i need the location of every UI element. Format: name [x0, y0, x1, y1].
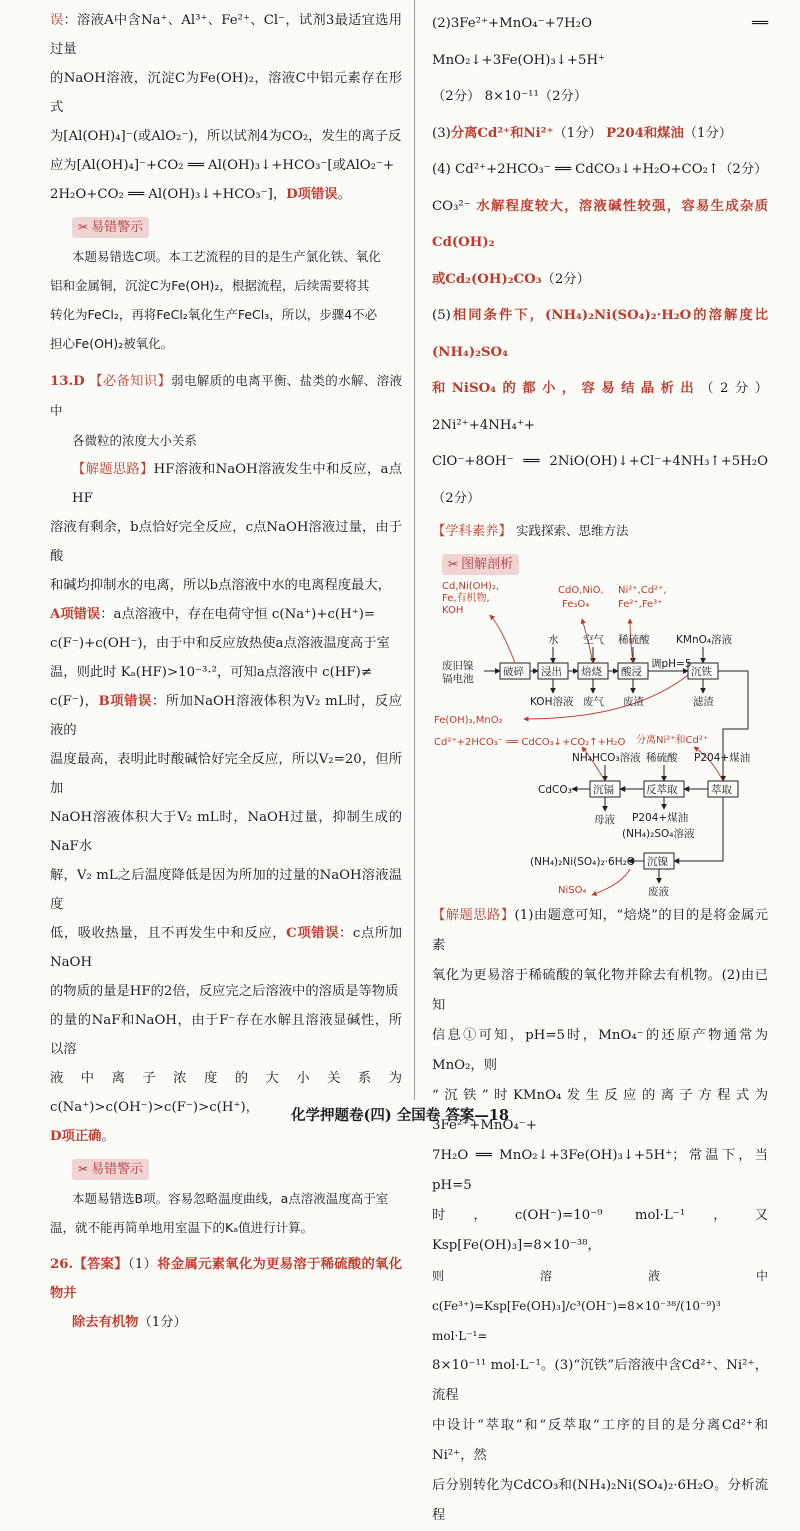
highlight: D项正确	[50, 1129, 102, 1144]
text-line: 的量的NaF和NaOH，由于F⁻存在水解且溶液显碱性，所以溶	[50, 1013, 402, 1057]
text: (1)由题意可知，“焙烧”的目的是将金属元素	[432, 908, 769, 953]
highlight: C项错误	[286, 926, 339, 941]
right-column	[432, 6, 768, 1531]
text: （1分）	[138, 1315, 187, 1330]
text: CO₃²⁻	[432, 198, 471, 214]
diagram-label: P204+煤油	[632, 812, 689, 824]
box-label: 沉铁	[691, 666, 712, 678]
text-line: 的物质的量是HF的2倍，反应完之后溶液中的溶质是等物质	[50, 984, 399, 999]
text-line: c(F⁻)+c(OH⁻)，由于中和反应放热使a点溶液温度高于室	[50, 636, 390, 651]
text-line: 为[Al(OH)₄]⁻(或AlO₂⁻)，所以试剂4为CO₂，发生的离子反	[50, 129, 402, 144]
box-label: 焙烧	[581, 666, 602, 678]
text: （1分）	[683, 125, 733, 141]
diagram-label: (NH₄)₂SO₄溶液	[622, 828, 695, 840]
text-line	[432, 901, 768, 961]
answer-line: （2分） 8×10⁻¹¹（2分）	[432, 89, 588, 104]
diagram-label: NiSO₄	[558, 885, 587, 896]
section-label: 【解题思路】	[72, 462, 154, 477]
text-line: NaOH溶液体积大于V₂ mL时，NaOH过量，抑制生成的NaF水	[50, 810, 402, 854]
diagram-label: P204+煤油	[694, 752, 751, 764]
note-line: 担心Fe(OH)₂被氧化。	[50, 336, 174, 351]
tag-label: 图解剖析	[461, 557, 514, 572]
text-line: 温度最高，表明此时酸碱恰好完全反应，所以V₂=20，但所加	[50, 752, 402, 796]
diagram-label: KOH溶液	[530, 696, 574, 708]
note-line: 本题易错选B项。容易忽略温度曲线，a点溶液温度高于室	[72, 1191, 389, 1206]
text-line: 的NaOH溶液，沉淀C为Fe(OH)₂，溶液C中铝元素存在形式	[50, 71, 402, 115]
text-line: 温，则此时 Kₐ(HF)>10⁻³·²，可知a点溶液中 c(HF)≠	[50, 665, 372, 680]
section-label: 【学科素养】	[432, 524, 512, 539]
answer-line: (2)3Fe²⁺+MnO₄⁻+7H₂O ══ MnO₂↓+3Fe(OH)₃↓+5H⁺	[432, 16, 768, 68]
text-line: 8×10⁻¹¹ mol·L⁻¹。(3)“沉铁”后溶液中含Cd²⁺、Ni²⁺，流程	[432, 1358, 768, 1403]
text: （1分）	[553, 125, 607, 141]
highlight: 将金属元素氧化为更易溶于稀硫酸的氧化物并	[50, 1257, 402, 1301]
text-line	[50, 600, 402, 629]
answer-line: ClO⁻+8OH⁻ ══ 2NiO(OH)↓+Cl⁻+4NH₃↑+5H₂O（2分）	[432, 454, 768, 506]
text: c(F⁻)，	[50, 694, 99, 709]
highlight: D项错误	[286, 187, 338, 202]
text-line: 和碱均抑制水的电离，所以b点溶液中水的电离程度最大，	[50, 578, 391, 593]
flow-diagram	[432, 579, 768, 901]
diagram-label: Fe(OH)₃,MnO₂	[434, 715, 503, 726]
text-line: 则溶液中c(Fe³⁺)=Ksp[Fe(OH)₃]/c³(OH⁻)=8×10⁻³⁸/(10⁻⁹)³ mol·L⁻¹=	[432, 1269, 768, 1343]
highlight: 和NiSO₄的都小，容易结晶析出	[432, 381, 701, 396]
warning-icon: ✂	[78, 1162, 89, 1176]
text: HF溶液和NaOH溶液发生中和反应，a点HF	[72, 462, 403, 506]
diagram-label: 空气	[583, 634, 604, 646]
diagram-label: Cd,Ni(OH)₂,	[442, 581, 500, 592]
box-label: 酸浸	[621, 666, 642, 678]
text: (3)	[432, 125, 451, 141]
diagram-label: 稀硫酸	[618, 634, 650, 646]
diagram-label: 调pH=5	[651, 658, 692, 670]
text-line: “沉铁”时KMnO₄发生反应的离子方程式为3Fe²⁺+MnO₄⁻+	[432, 1088, 768, 1133]
text: （1）	[127, 1257, 158, 1272]
diagram-label: 废气	[583, 696, 604, 708]
highlight: B项错误	[98, 694, 152, 709]
text-line	[50, 455, 402, 513]
answer-line: (4) Cd²⁺+2HCO₃⁻ ══ CdCO₃↓+H₂O+CO₂↑（2分）	[432, 162, 768, 177]
answer-line	[432, 298, 768, 371]
text-line	[50, 919, 402, 977]
diagram-label: 废渣	[623, 696, 644, 708]
diagram-label: KOH	[442, 605, 464, 616]
diagram-label: 稀硫酸	[646, 752, 678, 764]
text: 。	[337, 187, 351, 202]
diagram-label: NH₄HCO₃溶液	[572, 752, 641, 764]
highlight: 除去有机物	[72, 1315, 139, 1330]
tag-label: 易错警示	[91, 220, 144, 235]
text: （2分） 2Ni²⁺+4NH₄⁺+	[432, 381, 769, 433]
question-number: 26.【答案】	[50, 1257, 128, 1272]
diagram-label: 水	[548, 634, 559, 646]
text: ：a点溶液中，存在电荷守恒 c(Na⁺)+c(H⁺)=	[100, 607, 376, 622]
text-line	[50, 6, 402, 64]
question-13-line	[50, 366, 402, 426]
box-label: 浸出	[541, 666, 562, 678]
text-line: 中设计“萃取”和“反萃取”工序的目的是分离Cd²⁺和Ni²⁺，然	[432, 1418, 768, 1463]
text-line: 时，c(OH⁻)=10⁻⁹ mol·L⁻¹，又Ksp[Fe(OH)₃]=8×10⁻³⁸，	[432, 1208, 768, 1253]
text-line: 信息①可知，pH=5时，MnO₄⁻的还原产物通常为MnO₂，则	[432, 1028, 768, 1073]
diagram-label: 废液	[648, 886, 669, 898]
text: 低，吸收热量，且不再发生中和反应，	[50, 926, 287, 941]
diagram-label: CdCO₃	[538, 784, 572, 796]
diagram-label: 镉电池	[442, 673, 474, 685]
text: 弱电解质的电离平衡、盐类的水解、溶液中	[50, 373, 402, 418]
box-label: 沉镉	[593, 784, 614, 796]
text: （2分）	[541, 271, 590, 287]
diagram-tag	[442, 554, 519, 575]
highlight: 误	[50, 13, 64, 28]
text: ：c点所加NaOH	[50, 926, 403, 970]
highlight: A项错误	[50, 607, 101, 622]
diagram-label: Ni²⁺,Cd²⁺,	[618, 585, 667, 596]
tag-label: 易错警示	[91, 1162, 144, 1177]
question-number: 13.D	[50, 374, 85, 389]
text-line: 后分别转化为CdCO₃和(NH₄)₂Ni(SO₄)₂·6H₂O。分析流程	[432, 1478, 768, 1523]
highlight: 水解程度较大，溶液碱性较强，容易生成杂质Cd(OH)₂	[432, 198, 769, 250]
text-line: 溶液有剩余，b点恰好完全反应，c点NaOH溶液过量，由于酸	[50, 520, 402, 564]
text-line: 氧化为更易溶于稀硫酸的氧化物并除去有机物。(2)由已知	[432, 968, 768, 1013]
text: ：所加NaOH溶液体积为V₂ mL时，反应液的	[50, 694, 402, 738]
diagram-label: 废旧镍	[442, 660, 474, 672]
warning-tag	[72, 1159, 149, 1180]
text: ：溶液A中含Na⁺、Al³⁺、Fe²⁺、Cl⁻，试剂3最适宜选用过量	[50, 13, 403, 57]
answer-line	[432, 116, 768, 153]
note-line: 温，就不能再简单地用室温下的Kₐ值进行计算。	[50, 1220, 314, 1235]
text-line	[50, 1122, 402, 1151]
note-line: 转化为FeCl₂，再将FeCl₂氧化生产FeCl₃，所以，步骤4不必	[50, 307, 378, 322]
answer-line	[432, 371, 768, 444]
column-divider	[414, 0, 415, 1100]
warning-tag	[72, 217, 149, 238]
text: (5)	[432, 308, 451, 323]
diagram-label: 滤渣	[693, 696, 714, 708]
highlight: 相同条件下，(NH₄)₂Ni(SO₄)₂·H₂O的溶解度比(NH₄)₂SO₄	[432, 308, 768, 360]
page-footer: 化学押题卷(四) 全国卷 答案—18	[291, 1107, 509, 1124]
diagram-label: CdO,NiO,	[558, 585, 604, 596]
answer-line	[432, 189, 768, 262]
text-line: 7H₂O ══ MnO₂↓+3Fe(OH)₃↓+5H⁺；常温下，当pH=5	[432, 1148, 768, 1193]
answer-line	[432, 262, 768, 299]
diagram-label: Fe²⁺,Fe³⁺	[618, 599, 663, 610]
section-label: 【解题思路】	[432, 908, 515, 923]
question-26-line	[50, 1250, 402, 1308]
text-line: 液中离子浓度的大小关系为c(Na⁺)>c(OH⁻)>c(F⁻)>c(H⁺)，	[50, 1071, 402, 1115]
box-label: 沉镍	[647, 856, 668, 868]
text: 实践探索、思维方法	[516, 523, 629, 538]
text-line: 应为[Al(OH)₄]⁻+CO₂ ══ Al(OH)₃↓+HCO₃⁻[或AlO₂⁻+	[50, 158, 395, 173]
box-label: 破碎	[503, 666, 524, 678]
text-line: 各微粒的浓度大小关系	[72, 433, 198, 448]
diagram-label: Cd²⁺+2HCO₃⁻ ══ CdCO₃↓+CO₂↑+H₂O	[434, 737, 626, 748]
highlight: 或Cd₂(OH)₂CO₃	[432, 271, 542, 287]
note-block	[50, 242, 402, 358]
diagram-label: KMnO₄溶液	[676, 634, 733, 646]
note-line: 本题易错选C项。本工艺流程的目的是生产氯化铁、氧化	[72, 249, 381, 264]
diagram-label: Fe,有机物,	[442, 593, 490, 604]
box-label: 萃取	[711, 784, 732, 796]
note-line: 铝和金属铜，沉淀C为Fe(OH)₂，根据流程，后续需要将其	[50, 278, 370, 293]
text: 。	[101, 1129, 115, 1144]
text-line: 解，V₂ mL之后温度降低是因为所加的过量的NaOH溶液温度	[50, 868, 402, 912]
highlight: P204和煤油	[606, 125, 684, 141]
left-column	[50, 6, 402, 1337]
text-line	[50, 180, 402, 209]
diagram-label: 分离Ni²⁺和Cd²⁺	[636, 735, 709, 746]
diagram-label: 母液	[594, 814, 615, 826]
section-label: 【必备知识】	[89, 374, 172, 389]
note-block	[50, 1184, 402, 1242]
text: 2H₂O+CO₂ ══ Al(OH)₃↓+HCO₃⁻]，	[50, 187, 287, 202]
box-label: 反萃取	[646, 784, 678, 796]
warning-icon: ✂	[78, 220, 89, 234]
text-line	[50, 687, 402, 745]
highlight: 分离Cd²⁺和Ni²⁺	[450, 125, 554, 141]
diagram-label: (NH₄)₂Ni(SO₄)₂·6H₂O	[530, 856, 636, 868]
text-line	[50, 1308, 402, 1337]
literacy-line	[432, 517, 768, 546]
diagram-label: Fe₃O₄	[562, 599, 590, 610]
diagram-icon: ✂	[448, 557, 459, 571]
